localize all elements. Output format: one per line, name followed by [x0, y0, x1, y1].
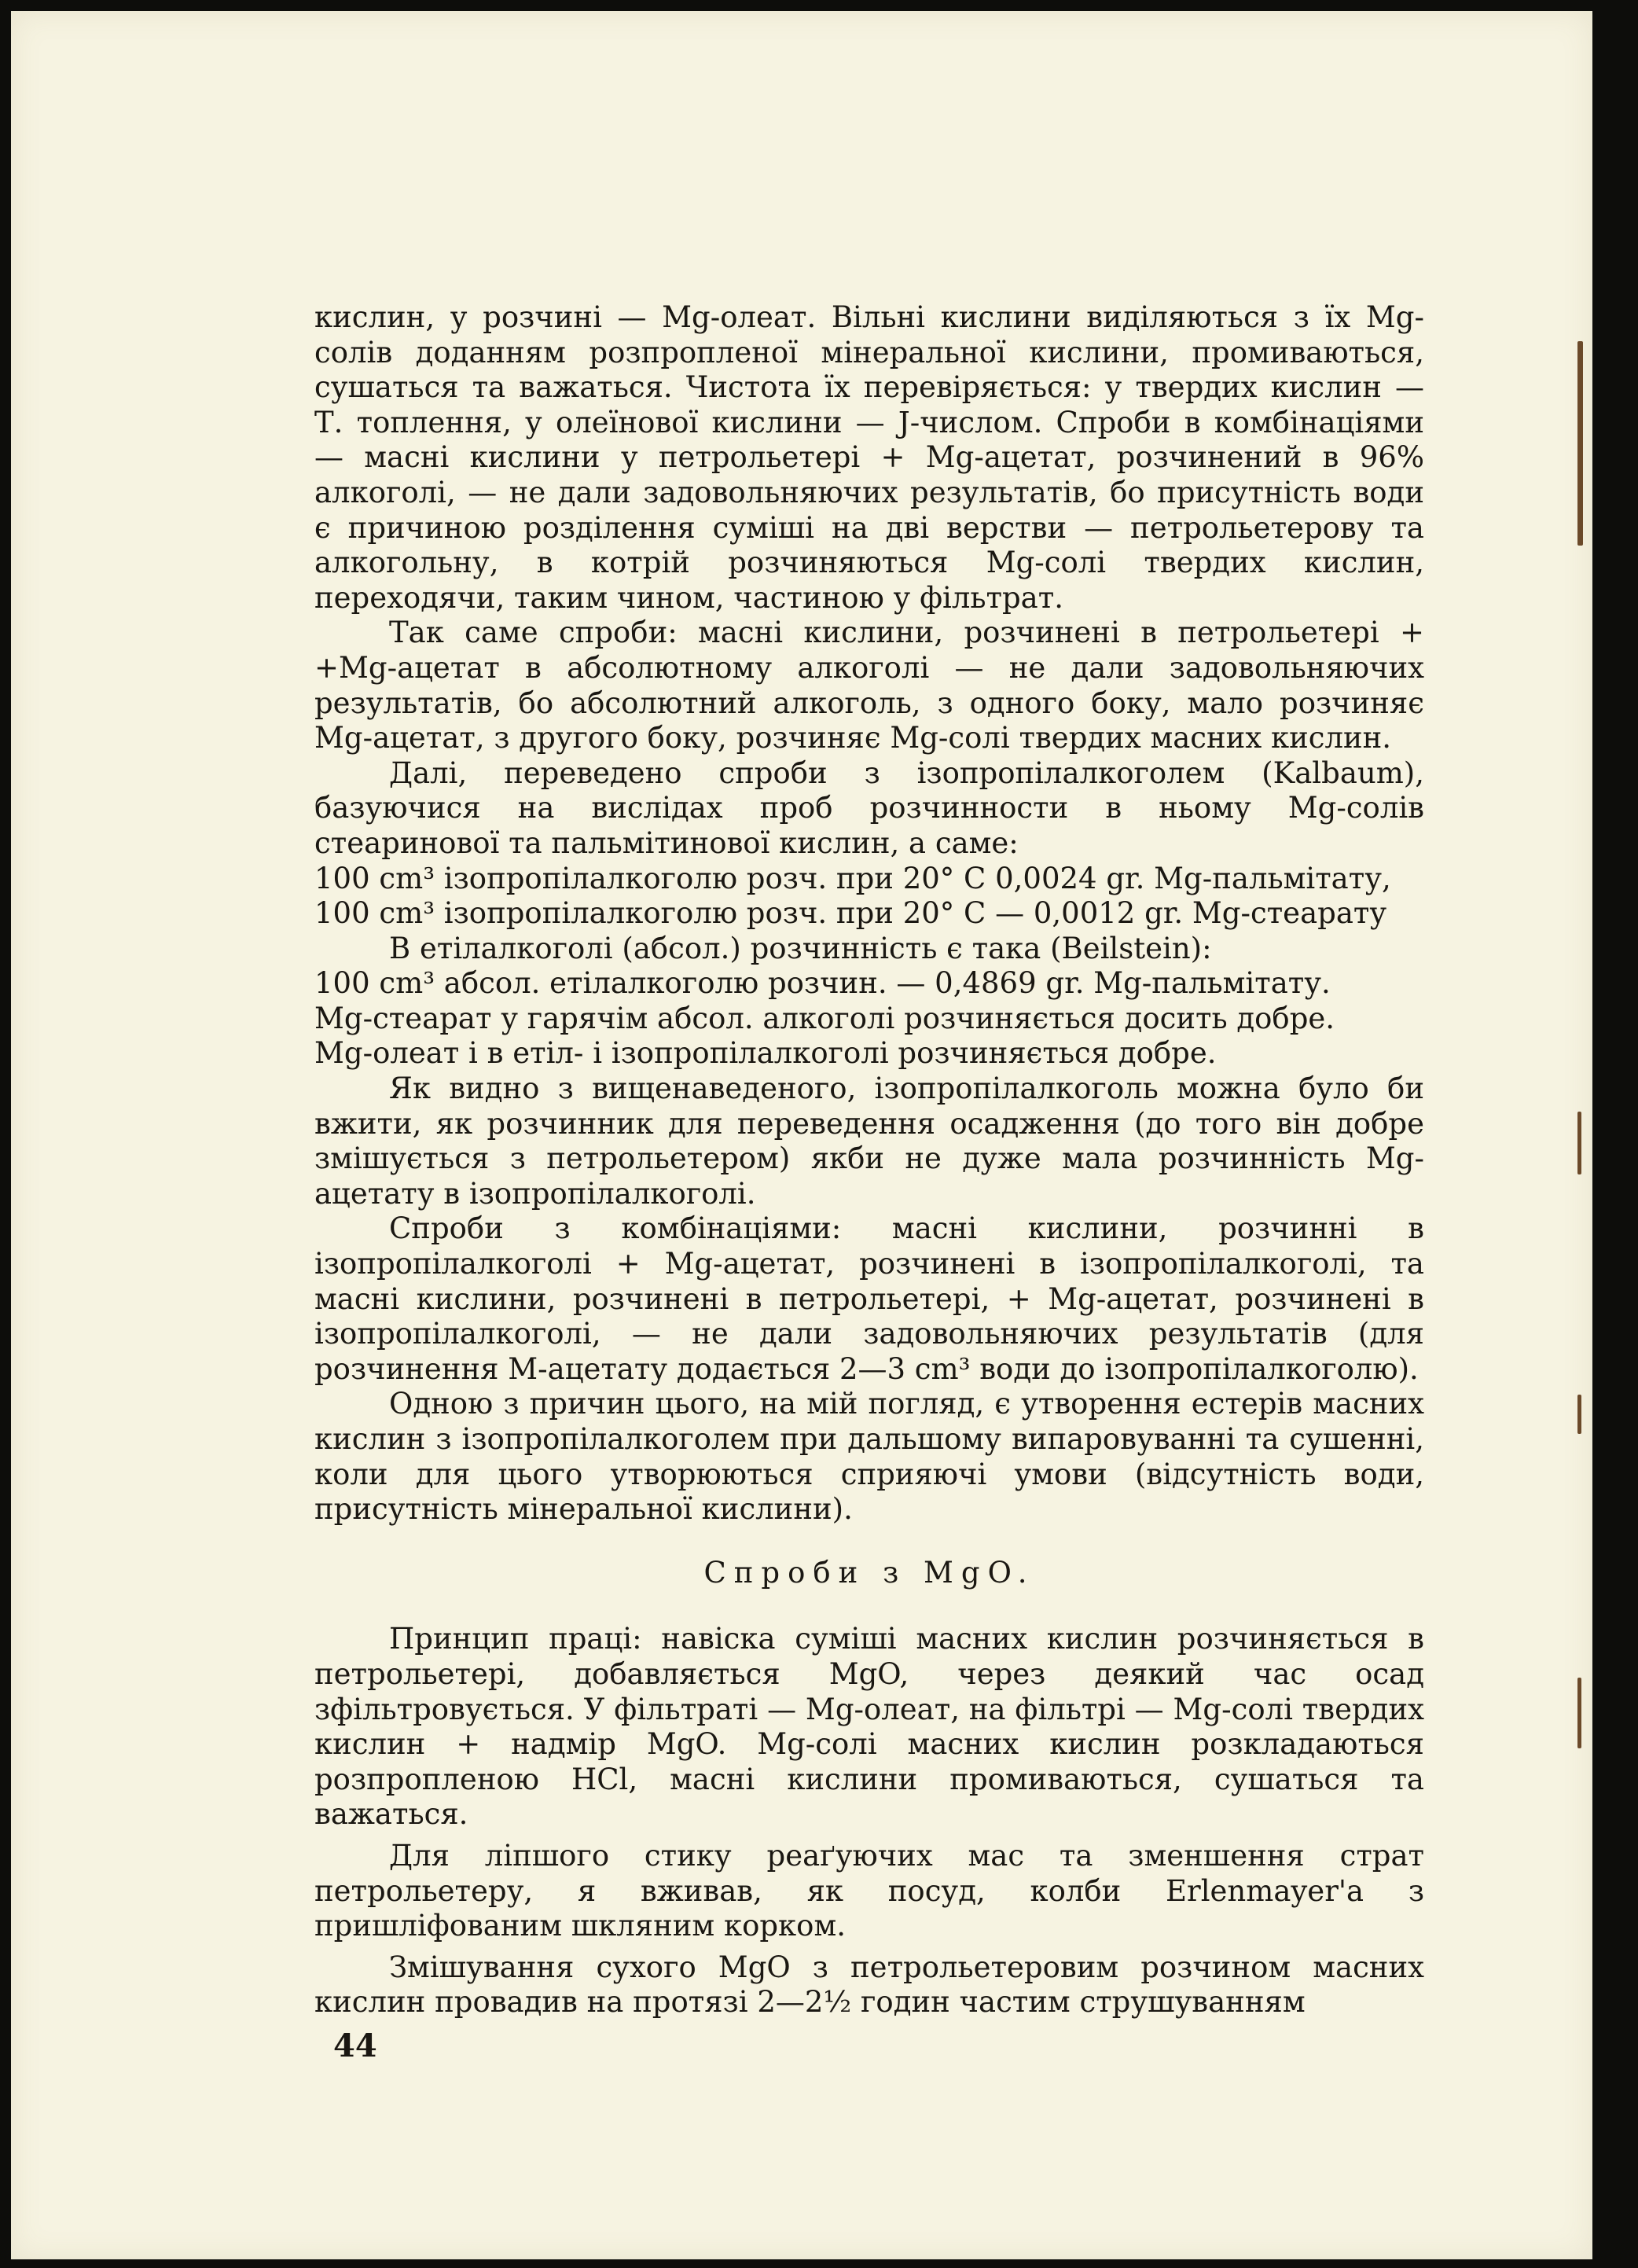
solubility-line: Mg-стеарат у гарячім абсол. алкоголі розчиняється досить добре. [314, 1001, 1335, 1035]
section-heading: Спроби з MgO. [703, 1555, 1035, 1590]
page-edge-mark [1577, 341, 1583, 546]
paragraph: Як видно з вищенаведеного, ізопропілалкоголь можна було би вжити, як розчинник для переведення осадження (до того він добре змішується з петрольетером) якби не дуже мала розчинність Mg-ацетату в ізопропілалкоголі. [314, 1072, 1424, 1211]
body-text [314, 300, 1424, 2020]
solubility-line: Mg-олеат і в етіл- і ізопропілалкоголі розчиняється добре. [314, 1036, 1217, 1071]
paragraph: кислин, у розчині — Mg-олеат. Вільні кислини виділяються з їх Mg-солів доданням розпропленої мінеральної кислини, промиваються, сушаться та важаться. Чистота їх перевіряється: у твердих кислин — Т. топлення, у олеїнової кислини — J-числом. Спроби в комбінаціями — масні кислини у петрольетері + Mg-ацетат, розчинений в 96% алкоголі, — не дали задовольняючих результатів, бо присутність води є причиною розділення суміші на дві верстви — петрольетерову та алкогольну, в котрій розчиняються Mg-солі твердих кислин, переходячи, таким чином, частиною у фільтрат. [314, 300, 1424, 615]
paragraph: В етілалкоголі (абсол.) розчинність є така (Beilstein): [389, 931, 1212, 965]
paragraph: Так саме спроби: масні кислини, розчинені в петрольетері + +Mg-ацетат в абсолютному алкоголі — не дали задовольняючих результатів, бо абсолютний алкоголь, з одного боку, мало розчиняє Mg-ацетат, з другого боку, розчиняє Mg-солі твердих масних кислин. [314, 616, 1424, 755]
solubility-line: 100 cm³ абсол. етілалкоголю розчин. — 0,4869 gr. Mg-пальмітату. [314, 966, 1331, 1001]
paragraph: Принцип праці: навіска суміші масних кислин розчиняється в петрольетері, добавляється MgO, через деякий час осад зфільтровується. У фільтраті — Mg-олеат, на фільтрі — Mg-солі твердих кислин + надмір MgO. Mg-солі масних кислин розкладаються розпропленою HCl, масні кислини промиваються, сушаться та важаться. [314, 1622, 1424, 1832]
paragraph: Для ліпшого стику реаґуючих мас та зменшення страт петрольетеру, я вживав, як посуд, колби Erlenmayer'а з пришліфованим шкляним корком. [314, 1838, 1424, 1943]
page-edge-mark [1577, 1678, 1581, 1748]
document-page [11, 11, 1592, 2259]
solubility-line: 100 cm³ ізопропілалкоголю розч. при 20° C 0,0024 gr. Mg-пальмітату, [314, 861, 1391, 895]
paragraph: Змішування сухого MgO з петрольетеровим розчином масних кислин провадив на протязі 2—2½ годин частим струшуванням [314, 1950, 1424, 2020]
paragraph: Спроби з комбінаціями: масні кислини, розчинні в ізопропілалкоголі + Mg-ацетат, розчинені в ізопропілалкоголі, та масні кислини, розчинені в петрольетері, + Mg-ацетат, розчинені в ізопропілалкоголі, — не дали задовольняючих результатів (для розчинення М-ацетату додається 2—3 cm³ води до ізопропілалкоголю). [314, 1211, 1424, 1386]
solubility-line: 100 cm³ ізопропілалкоголю розч. при 20° C — 0,0012 gr. Mg-стеарату [314, 896, 1387, 931]
paragraph: Далі, переведено спроби з ізопропілалкоголем (Kalbaum), базуючися на вислідах проб розчинности в ньому Mg-солів стеаринової та пальмітинової кислин, а саме: [314, 755, 1424, 860]
page-edge-mark [1577, 1112, 1581, 1174]
page-number: 44 [333, 2027, 377, 2064]
page-edge-mark [1577, 1395, 1581, 1434]
paragraph: Одною з причин цього, на мій погляд, є утворення естерів масних кислин з ізопропілалкоголем при дальшому випаровуванні та сушенні, коли для цього утворюються сприяючі умови (відсутність води, присутність мінеральної кислини). [314, 1387, 1424, 1527]
